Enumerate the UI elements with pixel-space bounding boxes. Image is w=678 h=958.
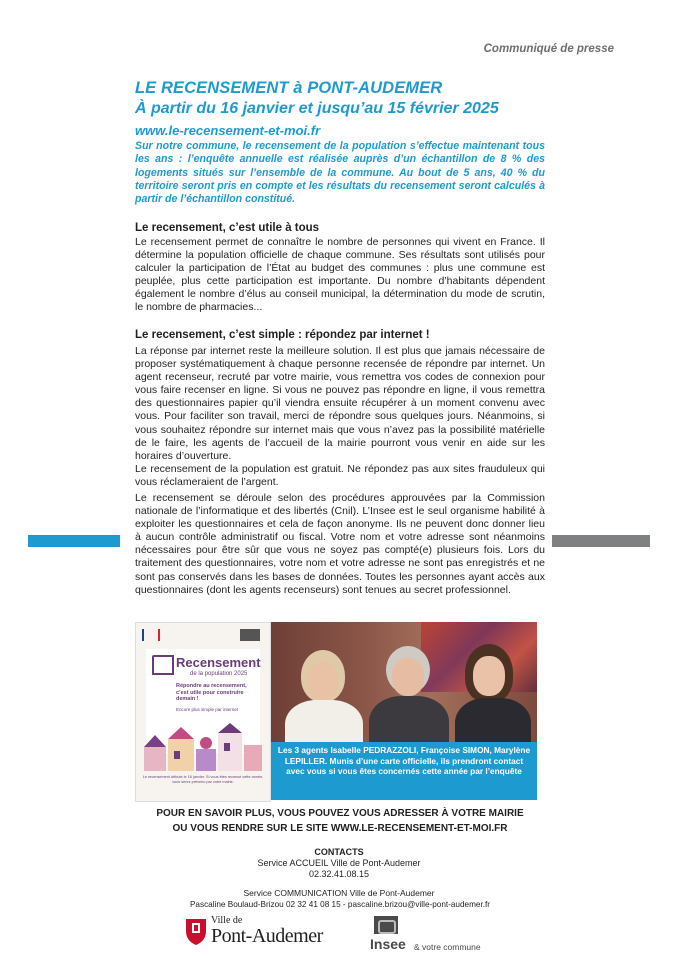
logo-ville-de: Ville de <box>211 915 243 926</box>
more-info-line-1: POUR EN SAVOIR PLUS, VOUS POUVEZ VOUS ADRESSER À VOTRE MAIRIE <box>156 808 524 819</box>
census-poster-image <box>135 622 271 802</box>
website-link[interactable]: www.le-recensement-et-moi.fr <box>135 123 321 138</box>
section-body-useful: Le recensement permet de connaître le nombre de personnes qui vivent en France. Il détermine la population officielle de chaque commune. Ses résultats sont utilisés pour calculer la participation de l’État au budget des communes : plus une commune est peuplée, plus cette participation est importante. Du nombre d’habitants dépendent également le nombre d’élus au conseil municipal, la détermination du mode de scrutin, le nombre de pharmacies... <box>135 236 545 314</box>
person-3-face <box>473 656 505 696</box>
houses-illustration <box>142 721 264 773</box>
poster-footer: Le recensement débute le 16 janvier. Si vous êtes recensé cette année, vous serez prévenu par votre mairie. <box>142 775 264 784</box>
person-1-face <box>308 662 338 700</box>
poster-note: Encore plus simple par internet <box>176 707 239 712</box>
contact-person[interactable]: Pascaline Boulaud-Brizou 02 32 41 08 15 - pascaline.brizou@ville-pont-audemer.fr <box>189 900 491 909</box>
photo-caption: Les 3 agents Isabelle PEDRAZZOLI, Françoise SIMON, Marylène LEPILLER. Munis d’une carte officielle, ils prendront contact avec vous si vous êtes concernés cette année par l’enquête <box>271 742 537 800</box>
poster-title: Recensement <box>176 655 261 670</box>
section-heading-simple: Le recensement, c’est simple : répondez par internet ! <box>135 329 430 341</box>
contacts-heading: CONTACTS <box>314 847 364 857</box>
crest-icon <box>183 915 209 947</box>
more-info-block <box>90 806 590 836</box>
page-title: LE RECENSEMENT à PONT-AUDEMER <box>135 79 443 97</box>
contact-communication: Service COMMUNICATION Ville de Pont-Audemer <box>243 888 435 898</box>
insee-mini-logo <box>240 629 260 641</box>
insee-emblem-icon <box>374 916 398 934</box>
contacts-block <box>189 847 489 899</box>
more-info-line-2[interactable]: OU VOUS RENDRE SUR LE SITE WWW.LE-RECENSEMENT-ET-MOI.FR <box>172 823 508 834</box>
pont-audemer-logo <box>183 913 343 951</box>
contact-accueil: Service ACCUEIL Ville de Pont-Audemer <box>257 858 421 868</box>
contact-phone[interactable]: 02.32.41.08.15 <box>308 869 370 879</box>
section-paragraph-privacy: Le recensement se déroule selon des procédures approuvées par la Commission nationale de l’informatique et des libertés (Cnil). L’Insee est le seul organisme habilité à exploiter les questionnaires et cela de façon anonyme. Ils ne peuvent donc donner lieu à aucun contrôle administratif ou fiscal. Votre nom et votre adresse sont néanmoins nécessaires pour être sûr que vous ne soyez pas compté(e) plusieurs fois. Lors du traitement des questionnaires, votre nom et votre adresse ne sont pas enregistrés et ne sont pas conservés dans les bases de données. Toutes les personnes ayant accès aux questionnaires (dont les agents recenseurs) sont tenues au secret professionnel. <box>135 492 545 596</box>
press-release-label: Communiqué de presse <box>483 43 614 55</box>
republique-logo <box>142 629 160 641</box>
section-paragraph-internet: La réponse par internet reste la meilleure solution. Il est plus que jamais nécessaire de proposer systématiquement à chaque personne recensée de répondre par internet. Un agent recenseur, recruté par votre mairie, vous remettra vos codes de connexion pour vous faire recenser en ligne. Si vous ne pouvez pas répondre en ligne, il vous remettra des questionnaires papier qu’il viendra ensuite récupérer à un moment convenu avec vous. Pour faciliter son travail, merci de répondre sous quelques jours. Néanmoins, si vous souhaitez répondre sur internet mais que vous n’avez pas la possibilité matérielle de le faire, les agents de l’accueil de la mairie pourront vous venir en aide sur les horaires d’ouverture. <box>135 345 545 462</box>
accent-bar-left <box>28 535 120 547</box>
date-range-subtitle: À partir du 16 janvier et jusqu’au 15 février 2025 <box>135 100 499 117</box>
accent-bar-right <box>552 535 650 547</box>
section-heading-useful: Le recensement, c’est utile à tous <box>135 222 320 234</box>
logo-insee-tagline: & votre commune <box>414 942 481 952</box>
house-icon <box>152 655 174 675</box>
poster-subtitle: de la population 2025 <box>190 671 248 677</box>
intro-paragraph: Sur notre commune, le recensement de la population s’effectue maintenant tous les ans : l’enquête annuelle est réalisée auprès d’un échantillon de 8 % des logements situés sur l’ensemble de la commune. Au bout de 5 ans, 40 % du territoire seront pris en compte et les résultats du recensement seront calculés à partir de l’échantillon constitué. <box>135 140 545 206</box>
poster-tagline: Répondre au recensement, c’est utile pour construire demain ! <box>176 683 247 702</box>
section-paragraph-free: Le recensement de la population est gratuit. Ne répondez pas aux sites frauduleux qui vous réclameraient de l’argent. <box>135 463 545 489</box>
insee-logo <box>370 916 500 954</box>
logo-pont-audemer: Pont-Audemer <box>211 925 323 947</box>
person-2-face <box>392 658 424 696</box>
logo-insee: Insee <box>370 936 406 952</box>
